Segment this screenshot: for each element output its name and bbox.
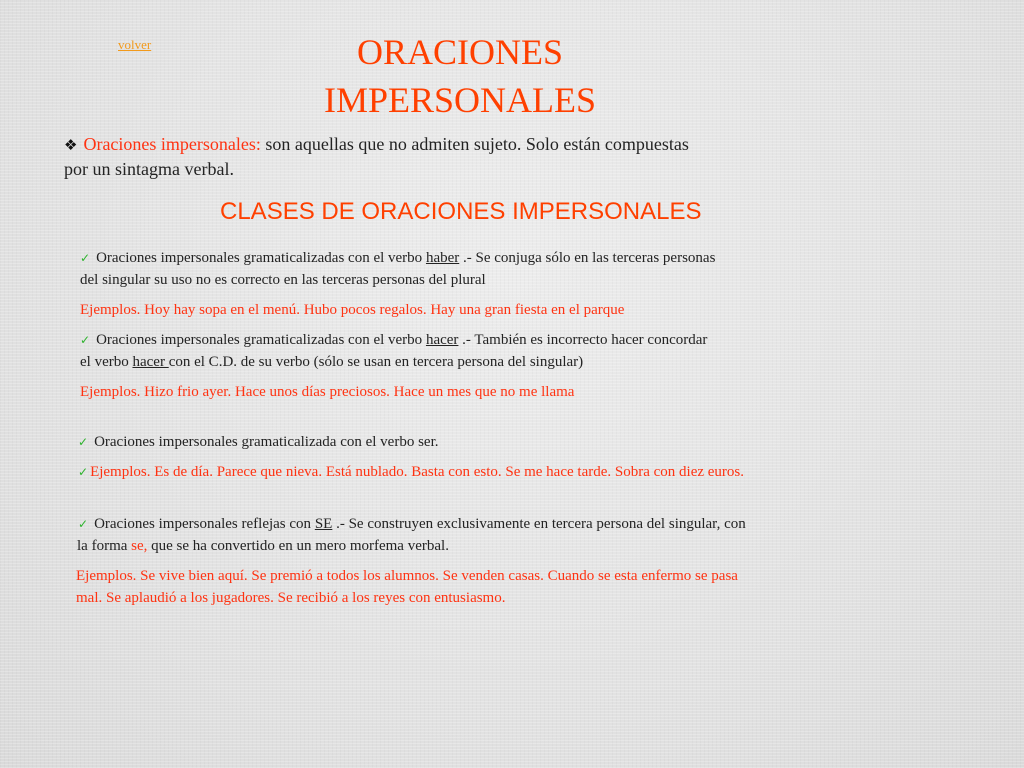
class-verb: hacer	[132, 354, 169, 370]
intro-term: Oraciones impersonales:	[83, 134, 261, 154]
class-examples-line-2: mal. Se aplaudió a los jugadores. Se recibió a los reyes con entusiasmo.	[76, 590, 506, 606]
check-icon	[78, 513, 88, 535]
class-text: Oraciones impersonales gramaticalizadas con el verbo	[96, 332, 426, 348]
class-text: Oraciones impersonales gramaticalizadas con el verbo	[96, 250, 426, 266]
check-icon	[80, 247, 90, 269]
back-link[interactable]: volver	[118, 37, 152, 52]
class-text: .- Se construyen exclusivamente en tercera persona del singular, con	[332, 516, 746, 532]
class-examples: Ejemplos. Hoy hay sopa en el menú. Hubo pocos regalos. Hay una gran fiesta en el parque	[80, 302, 625, 318]
intro-line-1	[64, 132, 689, 157]
class-text: Oraciones impersonales gramaticalizada con el verbo ser.	[94, 434, 439, 450]
class-description-line-1	[78, 431, 439, 453]
class-description-line-2	[80, 351, 583, 373]
title-line-2: IMPERSONALES	[323, 80, 597, 120]
class-verb: hacer	[425, 332, 459, 348]
section-heading: CLASES DE ORACIONES IMPERSONALES	[220, 198, 702, 225]
class-description-line-1	[78, 513, 746, 535]
class-text: que se ha convertido en un mero morfema verbal.	[147, 538, 449, 554]
intro-definition	[64, 132, 689, 181]
class-text: Oraciones impersonales reflejas con	[94, 516, 315, 532]
check-icon	[80, 329, 90, 351]
class-description-line-2: del singular su uso no es correcto en las terceras personas del plural	[80, 272, 486, 288]
class-examples-line-1: Ejemplos. Se vive bien aquí. Se premió a todos los alumnos. Se venden casas. Cuando se esta enfermo se pasa	[76, 568, 738, 584]
class-verb: SE	[314, 516, 333, 532]
slide-title	[160, 28, 760, 124]
class-text: .- Se conjuga sólo en las terceras personas	[459, 250, 716, 266]
class-text: el verbo	[80, 354, 133, 370]
class-examples	[78, 461, 744, 483]
check-icon	[78, 431, 88, 453]
class-text: .- También es incorrecto hacer concordar	[458, 332, 708, 348]
title-line-1: ORACIONES	[356, 32, 563, 72]
intro-text: son aquellas que no admiten sujeto. Solo están compuestas	[260, 134, 689, 154]
class-text: con el C.D. de su verbo (sólo se usan en tercera persona del singular)	[168, 354, 584, 370]
class-text: la forma	[77, 538, 132, 554]
class-description-line-1	[80, 329, 707, 351]
check-icon	[78, 461, 88, 483]
class-description-line-1	[80, 247, 715, 269]
class-description-line-2	[77, 535, 449, 557]
class-highlight: se,	[131, 538, 148, 554]
diamond-bullet-icon	[64, 133, 77, 157]
intro-line-2: por un sintagma verbal.	[64, 159, 234, 179]
class-examples: Ejemplos. Hizo frio ayer. Hace unos días preciosos. Hace un mes que no me llama	[80, 384, 575, 400]
class-verb: haber	[425, 250, 460, 266]
class-examples-text: Ejemplos. Es de día. Parece que nieva. Está nublado. Basta con esto. Se me hace tarde. Sobra con diez euros.	[90, 464, 745, 480]
